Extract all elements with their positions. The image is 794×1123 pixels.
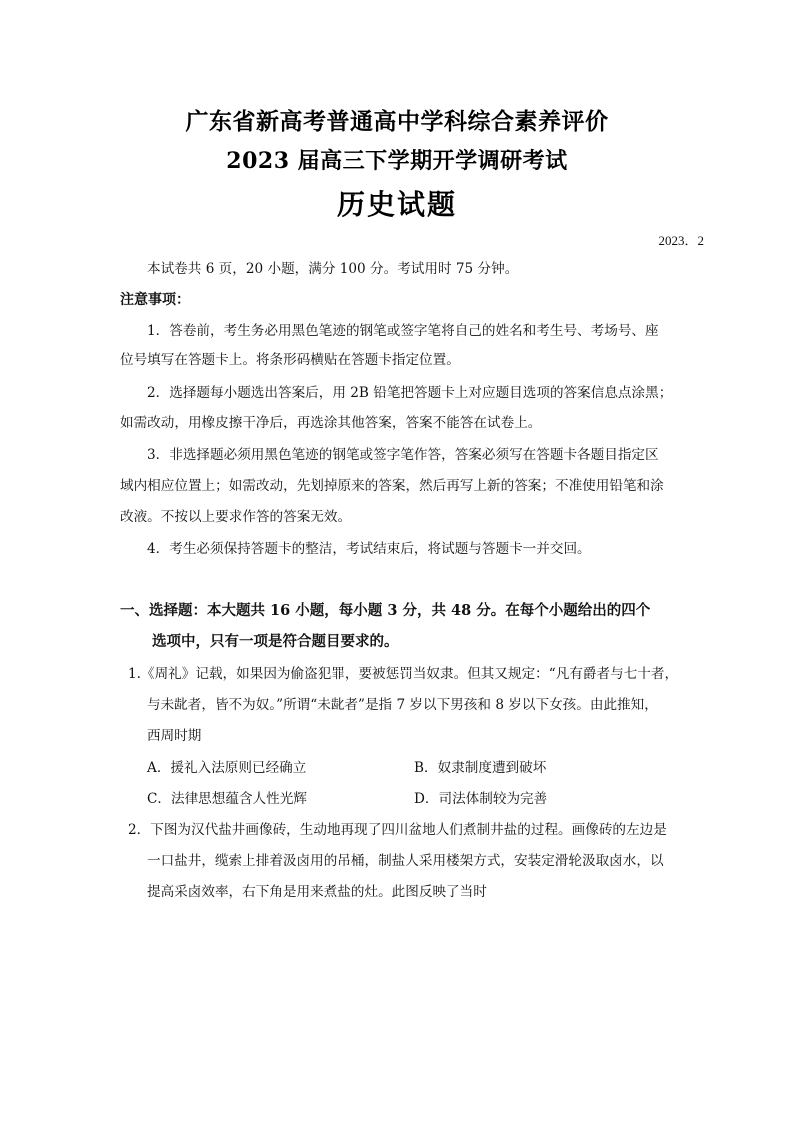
question-1-line2: 与未龀者，皆不为奴。”所谓“未龀者”是指 7 岁以下男孩和 8 岁以下女孩。由此推知，: [147, 697, 658, 713]
exam-date: 2023．2: [658, 233, 704, 248]
section1-heading-line2: 选项中，只有一项是符合题目要求的。: [152, 633, 399, 650]
exam-title-line2: 2023 届高三下学期开学调研考试: [226, 148, 568, 174]
section1-heading-line1: 一、选择题：本大题共 16 小题，每小题 3 分，共 48 分。在每个小题给出的四个: [120, 602, 651, 619]
question-1-option-a: A．援礼入法原则已经确立: [147, 760, 307, 776]
question-1-option-d: D．司法体制较为完善: [414, 791, 548, 807]
note-item-2-line1: 2．选择题每小题选出答案后，用 2B 铅笔把答题卡上对应题目选项的答案信息点涂黑；: [147, 385, 673, 401]
exam-intro: 本试卷共 6 页，20 小题，满分 100 分。考试用时 75 分钟。: [147, 261, 519, 277]
note-item-3-line3: 改液。不按以上要求作答的答案无效。: [120, 509, 352, 525]
note-item-4-line1: 4．考生必须保持答题卡的整洁，考试结束后，将试题与答题卡一并交回。: [147, 541, 591, 557]
question-2-line3: 提高采卤效率，右下角是用来煮盐的灶。此图反映了当时: [147, 884, 487, 900]
exam-title-line1: 广东省新高考普通高中学科综合素养评价: [185, 108, 609, 135]
question-1-line3: 西周时期: [147, 728, 202, 744]
notes-heading: 注意事项：: [120, 292, 190, 308]
note-item-3-line2: 域内相应位置上；如需改动，先划掉原来的答案，然后再写上新的答案；不准使用铅笔和涂: [120, 478, 664, 494]
exam-subject-title: 历史试题: [336, 188, 457, 221]
question-1-option-b: B．奴隶制度遭到破坏: [414, 760, 547, 776]
note-item-1-line1: 1．答卷前，考生务必用黑色笔迹的钢笔或签字笔将自己的姓名和考生号、考场号、座: [147, 323, 659, 339]
note-item-2-line2: 如需改动，用橡皮擦干净后，再选涂其他答案，答案不能答在试卷上。: [120, 415, 542, 431]
question-2-line2: 一口盐井，缆索上排着汲卤用的吊桶，制盐人采用楼架方式，安装定滑轮汲取卤水，以: [147, 853, 664, 869]
question-2-line1: 2．下图为汉代盐井画像砖，生动地再现了四川盆地人们煮制井盐的过程。画像砖的左边是: [128, 822, 667, 838]
note-item-1-line2: 位号填写在答题卡上。将条形码横贴在答题卡指定位置。: [120, 352, 460, 368]
note-item-3-line1: 3．非选择题必须用黑色笔迹的钢笔或签字笔作答，答案必须写在答题卡各题目指定区: [147, 447, 659, 463]
question-1-option-c: C．法律思想蕴含人性光辉: [147, 791, 307, 807]
question-1-line1: 1.《周礼》记载，如果因为偷盗犯罪，要被惩罚当奴隶。但其又规定：“凡有爵者与七十者，: [128, 666, 679, 682]
